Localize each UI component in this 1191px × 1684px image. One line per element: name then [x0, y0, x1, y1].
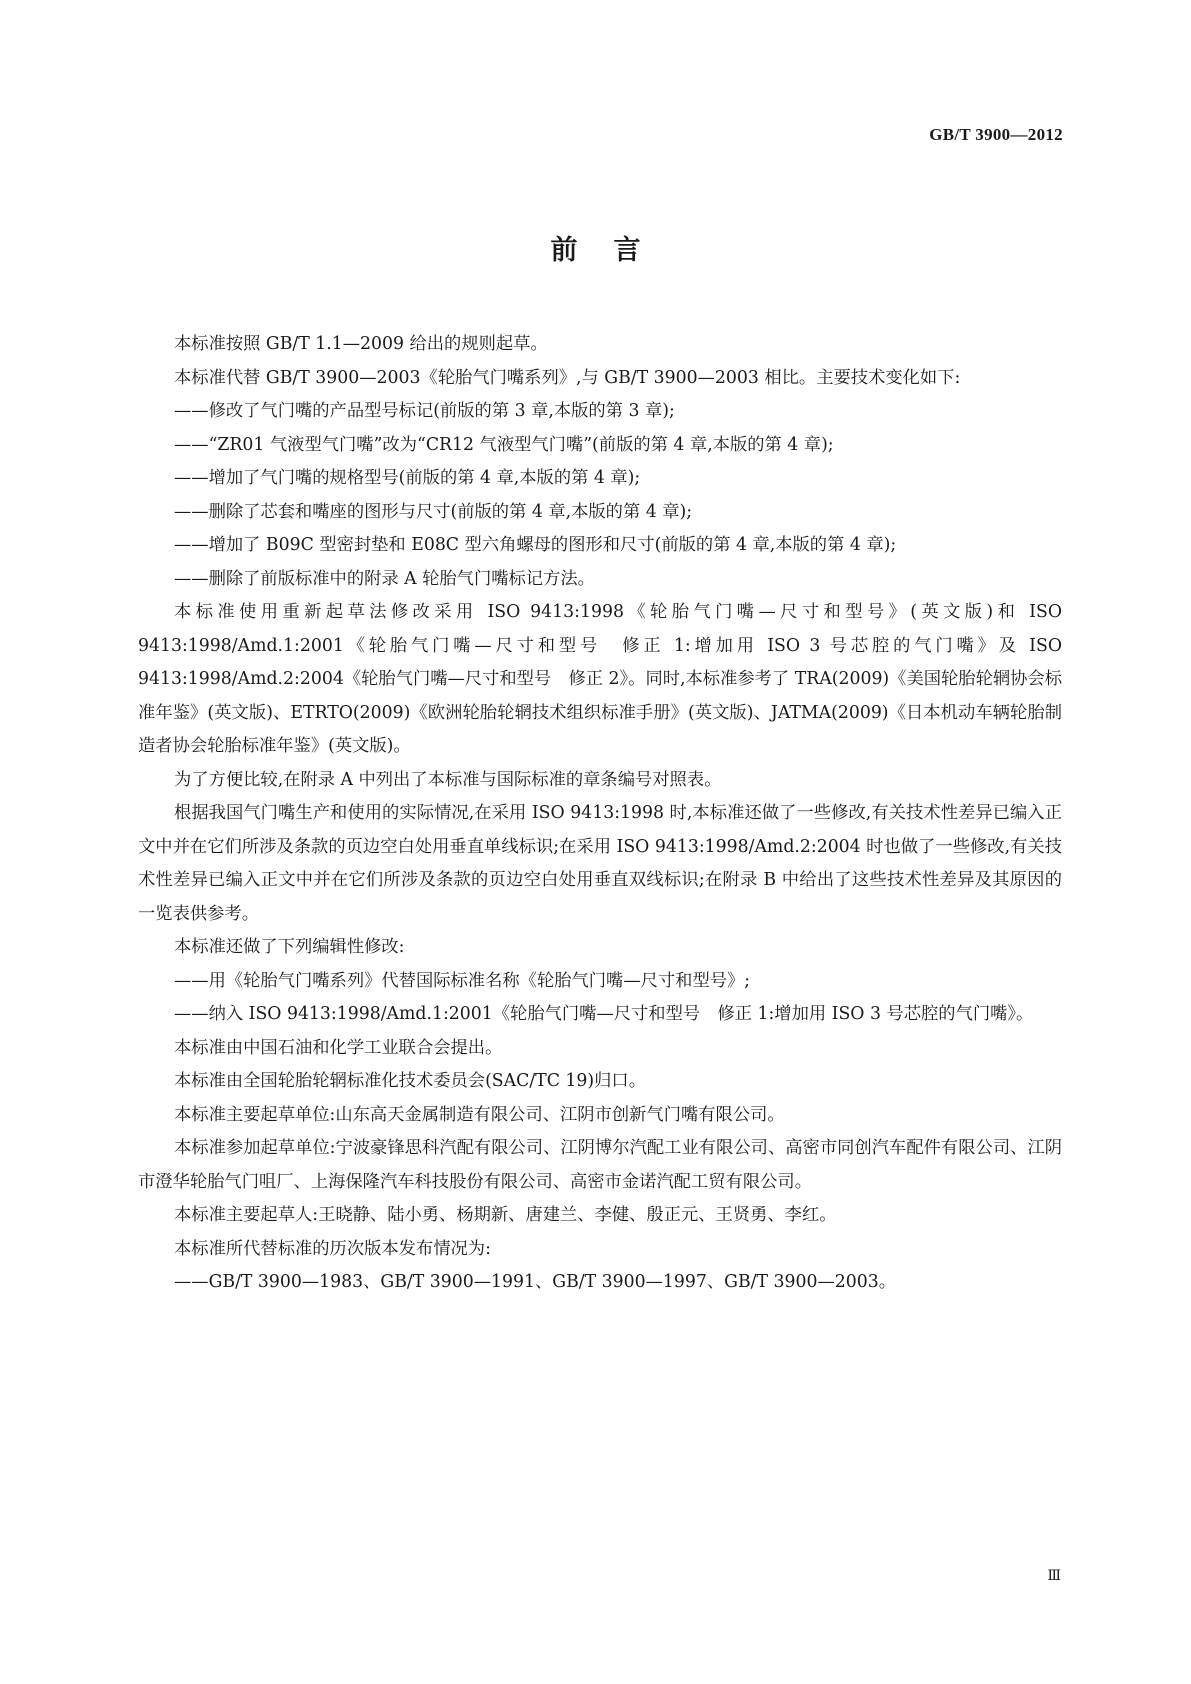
paragraph-drafting-rules: 本标准按照 GB/T 1.1—2009 给出的规则起草。 — [174, 334, 548, 354]
paragraph-participating-orgs: 本标准参加起草单位:宁波豪锋思科汽配有限公司、江阴博尔汽配工业有限公司、高密市同创汽车配件有限公司、江阴市澄华轮胎气门咀厂、上海保隆汽车科技股份有限公司、高密市金诺汽配工贸有限公司。 — [138, 1138, 1062, 1192]
paragraph-adoption: 本标准使用重新起草法修改采用 ISO 9413:1998《轮胎气门嘴—尺寸和型号》(英文版)和 ISO 9413:1998/Amd.1:2001《轮胎气门嘴—尺寸和型号 修正 1:增加用 ISO 3 号芯腔的气门嘴》及 ISO 9413:1998/Amd.2:2004《轮胎气门嘴—尺寸和型号 修正 2》。同时,本标准参考了 TRA(2009)《美国轮胎轮辋协会标准年鉴》(英文版)、ETRTO(2009)《欧洲轮胎轮辋技术组织标准手册》(英文版)、JATMA(2009)《日本机动车辆轮胎制造者协会轮胎标准年鉴》(英文版)。 — [138, 602, 1062, 756]
paragraph-comparison: 为了方便比较,在附录 A 中列出了本标准与国际标准的章条编号对照表。 — [174, 769, 722, 790]
change-item: ——删除了芯套和嘴座的图形与尺寸(前版的第 4 章,本版的第 4 章); — [174, 501, 693, 522]
editorial-item: ——用《轮胎气门嘴系列》代替国际标准名称《轮胎气门嘴—尺寸和型号》; — [174, 970, 751, 991]
paragraph-technical-differences: 根据我国气门嘴生产和使用的实际情况,在采用 ISO 9413:1998 时,本标准还做了一些修改,有关技术性差异已编入正文中并在它们所涉及条款的页边空白处用垂直单线标识;在采用 ISO 9413:1998/Amd.2:2004 时也做了一些修改,有关技术性差异已编入正文中并在它们所涉及条款的页边空白处用垂直双线标识;在附录 B 中给出了这些技术性差异及其原因的一览表供参考。 — [138, 803, 1062, 924]
history-item: ——GB/T 3900—1983、GB/T 3900—1991、GB/T 3900—1997、GB/T 3900—2003。 — [174, 1272, 897, 1292]
change-item: ——删除了前版标准中的附录 A 轮胎气门嘴标记方法。 — [174, 568, 595, 589]
paragraph-replacement: 本标准代替 GB/T 3900—2003《轮胎气门嘴系列》,与 GB/T 3900—2003 相比。主要技术变化如下: — [174, 367, 961, 388]
foreword-body — [138, 328, 1062, 1300]
paragraph-history: 本标准所代替标准的历次版本发布情况为: — [174, 1238, 491, 1259]
paragraph-editorial: 本标准还做了下列编辑性修改: — [174, 937, 405, 957]
page-title: 前言 — [550, 235, 677, 266]
paragraph-main-drafters-org: 本标准主要起草单位:山东高天金属制造有限公司、江阴市创新气门嘴有限公司。 — [174, 1104, 785, 1125]
editorial-item: ——纳入 ISO 9413:1998/Amd.1:2001《轮胎气门嘴—尺寸和型号 修正 1:增加用 ISO 3 号芯腔的气门嘴》。 — [174, 1004, 1034, 1024]
document-number: GB/T 3900—2012 — [929, 125, 1063, 144]
paragraph-main-drafters: 本标准主要起草人:王晓静、陆小勇、杨期新、唐建兰、李健、殷正元、王贤勇、李红。 — [174, 1205, 837, 1225]
paragraph-under-jurisdiction: 本标准由全国轮胎轮辋标准化技术委员会(SAC/TC 19)归口。 — [174, 1071, 646, 1091]
paragraph-proposed-by: 本标准由中国石油和化学工业联合会提出。 — [174, 1037, 503, 1058]
change-item: ——增加了气门嘴的规格型号(前版的第 4 章,本版的第 4 章); — [174, 468, 641, 488]
change-item: ——修改了气门嘴的产品型号标记(前版的第 3 章,本版的第 3 章); — [174, 401, 675, 421]
change-item: ——“ZR01 气液型气门嘴”改为“CR12 气液型气门嘴”(前版的第 4 章,本版的第 4 章); — [174, 434, 834, 455]
change-item: ——增加了 B09C 型密封垫和 E08C 型六角螺母的图形和尺寸(前版的第 4 章,本版的第 4 章); — [174, 535, 897, 555]
page-number: Ⅲ — [1047, 1569, 1061, 1584]
